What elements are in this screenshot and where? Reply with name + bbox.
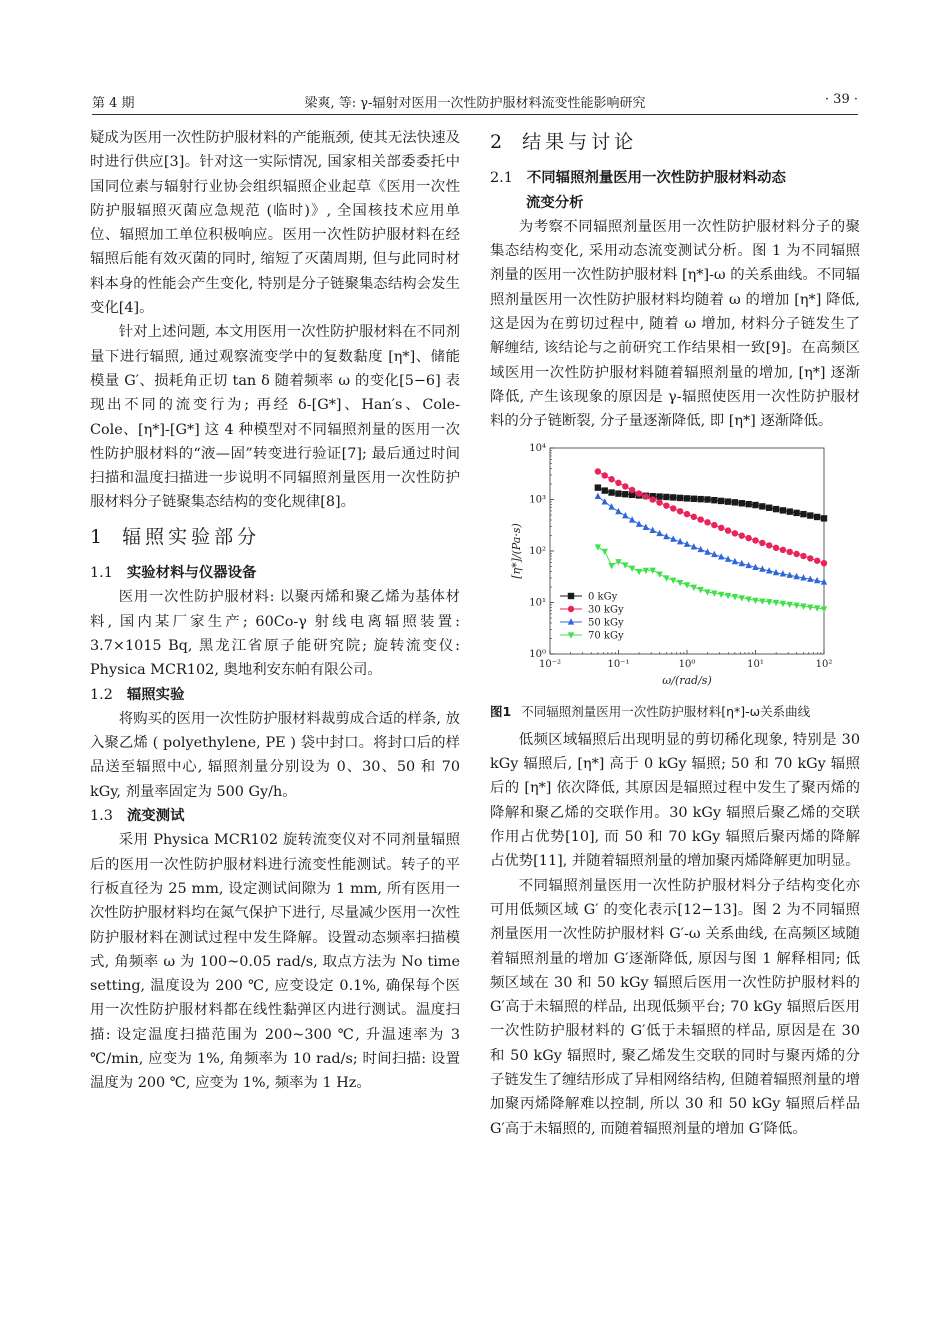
data-point (821, 606, 827, 612)
data-point (622, 512, 628, 518)
running-title: 梁爽, 等: γ-辐射对医用一次性防护服材料流变性能影响研究 (304, 96, 646, 111)
data-point (595, 484, 601, 490)
data-point (821, 515, 827, 521)
data-point (656, 493, 662, 499)
data-point (608, 503, 614, 509)
x-tick-label: 10⁻² (538, 658, 562, 670)
section-heading: 2 结果与讨论 (490, 131, 638, 153)
data-point (663, 502, 669, 508)
data-point (602, 498, 608, 504)
data-point (704, 519, 710, 525)
legend-label: 0 kGy (588, 591, 618, 603)
x-tick-label: 10¹ (747, 658, 764, 670)
data-point (636, 568, 642, 574)
y-tick-label: 10⁰ (529, 648, 546, 660)
legend-marker (568, 632, 574, 638)
data-point (718, 524, 724, 530)
figure-1 (490, 440, 860, 698)
data-point (649, 496, 655, 502)
data-point (766, 542, 772, 548)
data-point (602, 487, 608, 493)
data-point (800, 552, 806, 558)
x-tick-label: 10⁰ (678, 658, 696, 670)
data-point (780, 507, 786, 513)
data-point (595, 468, 601, 474)
data-point (608, 489, 614, 495)
data-point (814, 557, 820, 563)
x-tick-label: 10² (815, 658, 833, 670)
figure-caption: 图1 不同辐照剂量医用一次性防护服材料[η*]-ω关系曲线 (490, 703, 811, 719)
paragraph: 医用一次性防护服材料: 以聚丙烯和聚乙烯为基体材料, 国内某厂家生产; 60Co-γ 射线电离辐照装置: 3.7×1015 Bq, 黑龙江省原子能研究院; 旋转流变仪: Physica MCR102, 奥地利安东帕有限公司。 (90, 589, 460, 679)
series-line (598, 546, 824, 608)
data-point (670, 505, 676, 511)
data-point (697, 516, 703, 522)
data-point (780, 546, 786, 552)
data-point (752, 537, 758, 543)
paragraph: 采用 Physica MCR102 旋转流变仪对不同剂量辐照后的医用一次性防护服材料进行流变性能测试。转子的平行板直径为 25 mm, 设定测试间隙为 1 mm, 所有医用一次性防护服材料均在氮气保护下进行, 尽量减少医用一次性防护服材料在测试过程中发生降解。设置动态频率扫描模式, 角频率 ω 为 100~0.05 rad/s, 取点方法为 No time setting, 温度设为 200 ℃, 应变设定 0.1%, 确保每个医用一次性防护服材料都在线性黏弹区内进行测试。温度扫描: 设定温度扫描范围为 200~300 ℃, 升温速率为 3 ℃/min, 应变为 1%, 角频率为 10 rad/s; 时间扫描: 设置温度为 200 ℃, 应变为 1%, 频率为 1 Hz。 (90, 832, 460, 1092)
subsection-heading: 1.3 流变测试 (90, 808, 185, 825)
data-point (732, 530, 738, 536)
subsection-heading: 2.1 不同辐照剂量医用一次性防护服材料动态 流变分析 (490, 170, 786, 211)
data-point (602, 472, 608, 478)
data-point (759, 539, 765, 545)
legend-marker (568, 605, 574, 611)
data-point (656, 571, 662, 577)
right-column (490, 126, 860, 1141)
paragraph: 疑成为医用一次性防护服材料的产能瓶颈, 使其无法快速及时进行供应[3]。针对这一实际情况, 国家相关部委委托中国同位素与辐射行业协会组织辐照企业起草《医用一次性防护服辐照灭菌应急规范 (临时)》, 全国核技术应用单位、辐照加工单位积极响应。医用一次性防护服材料在经辐照后能有效灭菌的同时, 缩短了灭菌周期, 但与此同时材料本身的性能会产生变化, 特别是分子链聚集态结构会发生变化[4]。 (90, 130, 460, 317)
data-point (677, 494, 683, 500)
section-heading: 1 辐照实验部分 (90, 525, 261, 548)
data-point (793, 509, 799, 515)
subsection-heading: 1.1 实验材料与仪器设备 (90, 565, 257, 582)
y-tick-label: 10³ (529, 494, 546, 506)
data-point (615, 490, 621, 496)
data-point (684, 510, 690, 516)
data-point (615, 479, 621, 485)
x-axis-label: ω/(rad/s) (662, 673, 712, 687)
issue-number: 第 4 期 (92, 96, 135, 111)
paragraph: 不同辐照剂量医用一次性防护服材料分子结构变化亦可用低频区域 G′ 的变化表示[12−13]。图 2 为不同辐照剂量医用一次性防护服材料 G′-ω 关系曲线, 在高频区域随着辐照剂量的增加 G′逐渐降低, 原因与图 1 解释相同; 低频区域在 30 和 50 kGy 辐照后医用一次性防护服材料的 G′高于未辐照的样品, 出现低频平台; 70 kGy 辐照后医用一次性防护服材料的 G′低于未辐照的样品, 原因是在 30 和 50 kGy 辐照时, 聚乙烯发生交联的同时与聚丙烯的分子链发生了缠结形成了异相网络结构, 但随着辐照剂量的增加聚丙烯降解难以控制, 所以 30 和 50 kGy 辐照后样品 G′高于未辐照的, 而随着辐照剂量的增加 G′降低。 (490, 877, 860, 1137)
paragraph: 针对上述问题, 本文用医用一次性防护服材料在不同剂量下进行辐照, 通过观察流变学中的复数黏度 [η*]、储能模量 G′、损耗角正切 tan δ 随着频率 ω 的变化[5−6] 表现出不同的流变行为; 再经 δ-[G*]、Han′s、Cole-Cole、[η*]-[G*] 这 4 种模型对不同辐照剂量的医用一次性防护服材料的“液—固”转变进行验证[7]; 最后通过时间扫描和温度扫描进一步说明不同辐照剂量医用一次性防护服材料分子链聚集态结构的变化规律[8]。 (90, 324, 460, 511)
data-point (622, 483, 628, 489)
data-point (649, 567, 655, 573)
data-point (711, 521, 717, 527)
data-point (595, 544, 601, 550)
data-point (821, 560, 827, 566)
paragraph: 低频区域辐照后出现明显的剪切稀化现象, 特别是 30 kGy 辐照后, [η*] 高于 0 kGy 辐照; 50 和 70 kGy 辐照后的 [η*] 依次降低, 其原因是辐照过程中发生了聚丙烯的降解和聚乙烯的交联作用。30 kGy 辐照后聚乙烯的交联作用占优势[10], 而 50 和 70 kGy 辐照后聚丙烯的降解占优势[11], 并随着辐照剂量的增加聚丙烯降解更加明显。 (490, 731, 860, 870)
data-point (725, 498, 731, 504)
data-point (732, 499, 738, 505)
data-point (807, 512, 813, 518)
running-header (92, 88, 858, 115)
y-tick-label: 10⁴ (529, 442, 546, 454)
data-point (663, 493, 669, 499)
x-tick-label: 10⁻¹ (607, 658, 630, 670)
data-point (684, 495, 690, 501)
data-point (745, 501, 751, 507)
data-point (814, 513, 820, 519)
data-point (773, 544, 779, 550)
data-point (773, 505, 779, 511)
data-point (677, 508, 683, 514)
data-point (793, 550, 799, 556)
page-number: · 39 · (824, 92, 858, 107)
data-point (787, 508, 793, 514)
data-point (691, 513, 697, 519)
data-point (697, 495, 703, 501)
data-point (725, 527, 731, 533)
legend-label: 70 kGy (588, 630, 624, 642)
data-point (739, 500, 745, 506)
data-point (691, 495, 697, 501)
y-tick-label: 10² (529, 545, 546, 557)
data-point (636, 520, 642, 526)
data-point (615, 507, 621, 513)
data-point (629, 516, 635, 522)
data-point (787, 548, 793, 554)
viscosity-chart (490, 440, 860, 698)
paragraph: 将购买的医用一次性防护服材料裁剪成合适的样条, 放入聚乙烯 ( polyethylene, PE ) 袋中封口。将封口后的样品送至辐照中心, 辐照剂量分别设为 0、30、50 和 70 kGy, 剂量率固定为 500 Gy/h。 (90, 710, 460, 800)
data-point (636, 490, 642, 496)
legend-marker (568, 618, 574, 624)
y-tick-label: 10¹ (529, 597, 546, 609)
legend-label: 50 kGy (588, 617, 624, 629)
data-point (608, 476, 614, 482)
data-point (807, 555, 813, 561)
data-point (766, 504, 772, 510)
legend-marker (568, 592, 574, 598)
data-point (800, 511, 806, 517)
data-point (718, 497, 724, 503)
data-point (643, 493, 649, 499)
data-point (595, 492, 601, 498)
data-point (656, 499, 662, 505)
subsection-heading: 1.2 辐照实验 (90, 686, 185, 703)
data-point (711, 497, 717, 503)
data-point (629, 486, 635, 492)
left-column (90, 126, 460, 1096)
y-axis-label: [η*]/(Pa·s) (510, 522, 523, 579)
data-point (622, 491, 628, 497)
data-point (608, 563, 614, 569)
data-point (739, 532, 745, 538)
data-point (752, 501, 758, 507)
data-point (704, 496, 710, 502)
data-point (602, 548, 608, 554)
legend-label: 30 kGy (588, 604, 624, 616)
data-point (670, 494, 676, 500)
data-point (759, 503, 765, 509)
data-point (745, 534, 751, 540)
paragraph: 为考察不同辐照剂量医用一次性防护服材料分子的聚集态结构变化, 采用动态流变测试分析。图 1 为不同辐照剂量的医用一次性防护服材料 [η*]-ω 的关系曲线。不同辐照剂量医用一次性防护服材料均随着 ω 的增加 [η*] 降低, 这是因为在剪切过程中, 随着 ω 增加, 材料分子链发生了解缠结, 该结论与之前研究工作结果相一致[9]。在高频区域医用一次性防护服材料随着辐照剂量的增加, [η*] 逐渐降低, 产生该现象的原因是 γ-辐照使医用一次性防护服材料的分子链断裂, 分子量逐渐降低, 即 [η*] 逐渐降低。 (490, 218, 860, 430)
